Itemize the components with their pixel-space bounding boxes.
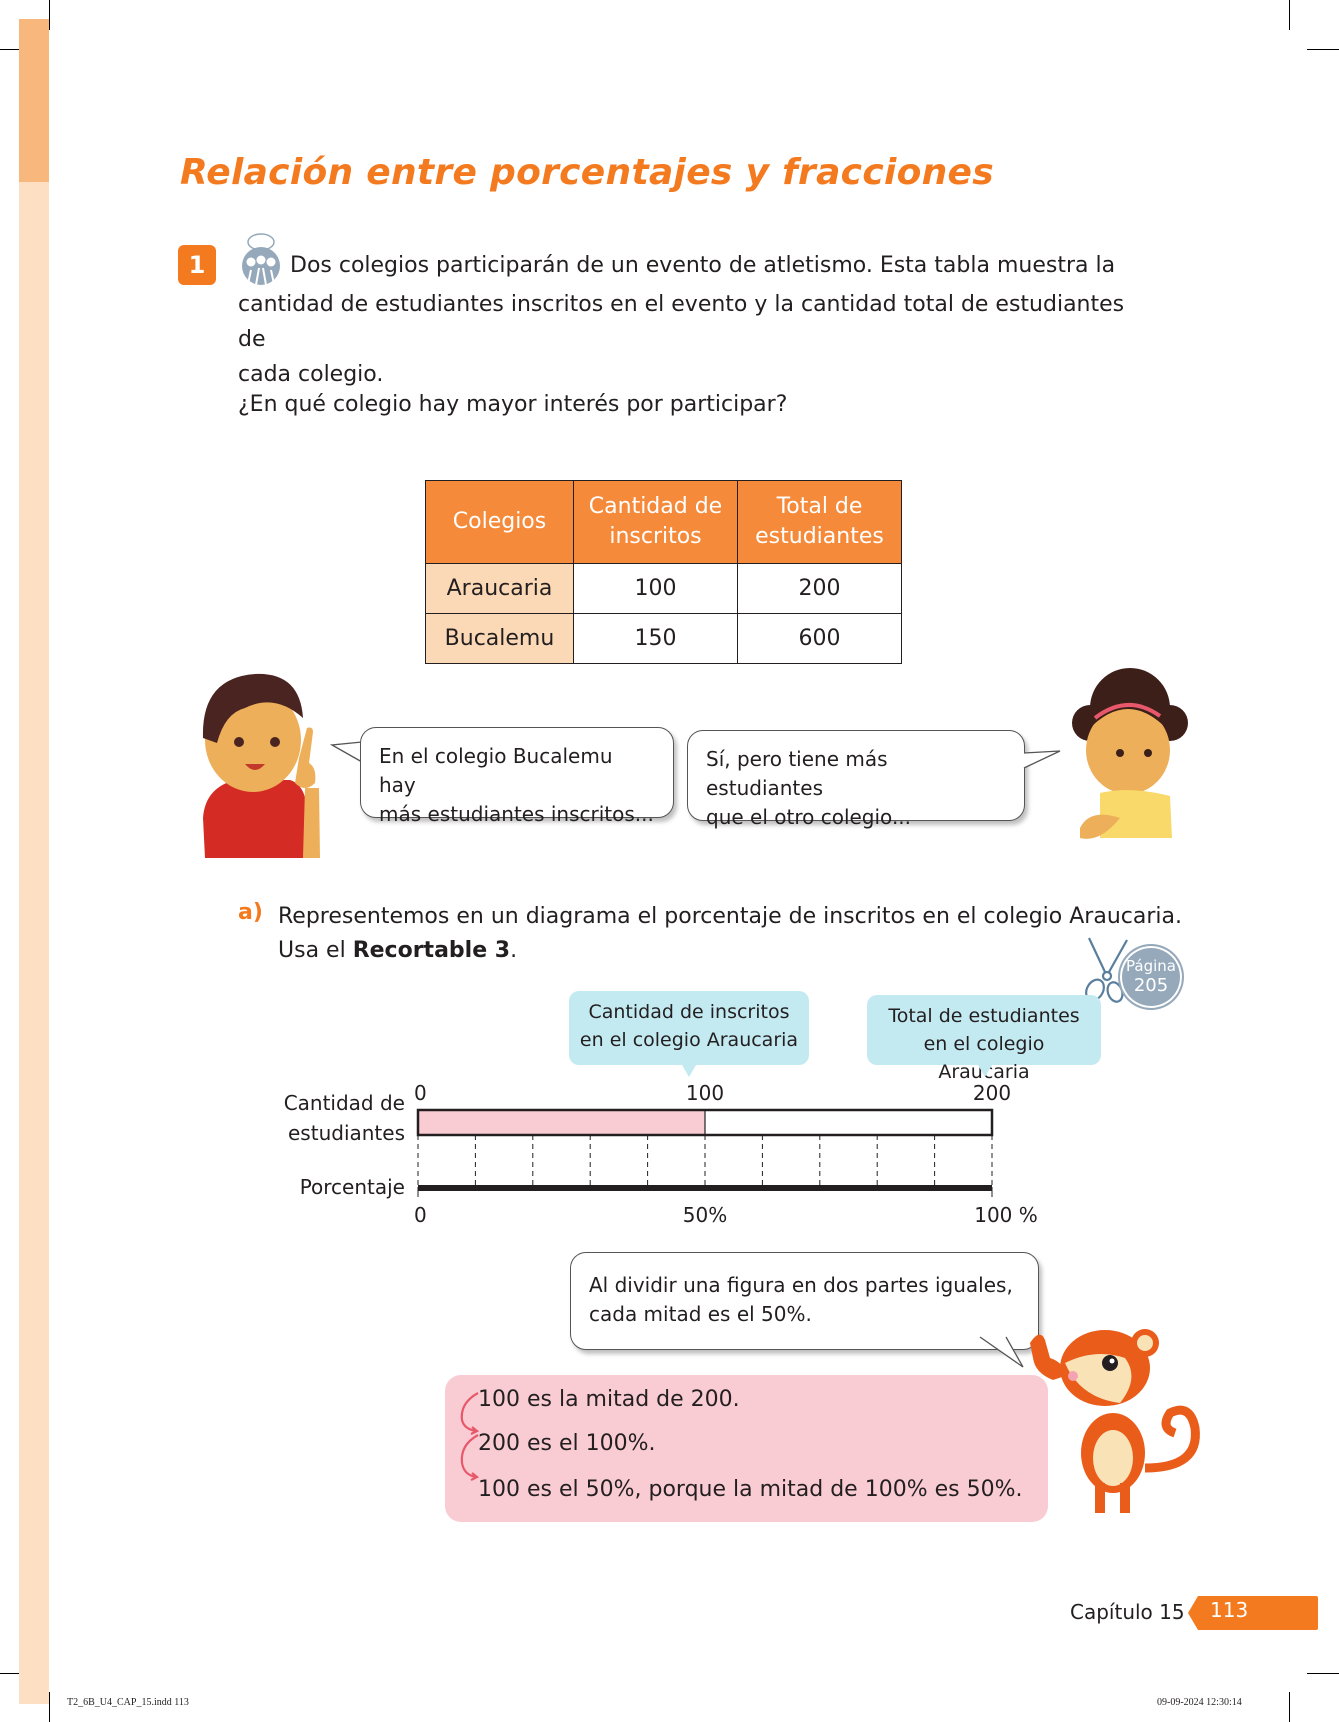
page-number: 113 [1210,1598,1249,1622]
row-label-cantidad-line1: Cantidad de [283,1091,405,1115]
reasoning-line: 100 es el 50%, porque la mitad de 100% es 50%. [478,1477,1023,1502]
cell-colegio: Araucaria [426,564,574,614]
part-a-line2: Usa el Recortable 3. [278,938,518,963]
exercise-intro-line3: cada colegio. [238,362,384,387]
crop-mark [1307,49,1339,50]
part-a-line1: Representemos en un diagrama el porcentaje de inscritos en el colegio Araucaria. [278,904,1182,929]
header-inscritos: Cantidad de inscritos [574,481,738,564]
girl-illustration [1060,668,1190,858]
boy-illustration [195,668,335,858]
part-a-label: a) [238,900,263,925]
boy-speech-line2: más estudiantes inscritos... [379,802,654,826]
girl-speech-line2: que el otro colegio... [706,805,912,829]
reasoning-line: 200 es el 100%. [478,1431,656,1456]
cell-total: 600 [738,614,902,664]
crop-mark [1289,1692,1290,1722]
exercise-question: ¿En qué colegio hay mayor interés por participar? [238,392,788,417]
cutout-page-number: 205 [1133,975,1169,996]
callout-inscritos [569,991,809,1065]
top-tick-label: 200 [972,1081,1012,1105]
cell-inscritos: 100 [574,564,738,614]
callout-total-line2: en el colegio Araucaria [923,1033,1045,1083]
cell-total: 200 [738,564,902,614]
print-slug-date: 09-09-2024 12:30:14 [1157,1697,1242,1708]
side-band [19,182,49,1704]
page-number-tab [1188,1596,1318,1630]
callout-total [867,995,1101,1083]
page-title: Relación entre porcentajes y fracciones [180,152,995,193]
callout-total-line1: Total de estudiantes [888,1005,1080,1027]
monkey-illustration [1025,1318,1210,1513]
cutout-page-label: Página [1126,957,1176,975]
row-label-cantidad [250,1088,405,1148]
monkey-speech-line2: cada mitad es el 50%. [589,1302,812,1326]
monkey-speech-line1: Al dividir una figura en dos partes iguales, [589,1273,1013,1297]
top-tick-label: 100 [685,1081,725,1105]
crop-mark [49,1692,50,1722]
cutout-page-badge[interactable] [1118,944,1184,1010]
reasoning-line: 100 es la mitad de 200. [478,1387,740,1412]
group-work-icon [234,232,290,288]
header-colegios: Colegios [426,481,574,564]
cell-inscritos: 150 [574,614,738,664]
girl-speech-line1: Sí, pero tiene más estudiantes [706,747,888,800]
top-tick-label: 0 [414,1081,427,1105]
speech-tail [978,1335,1028,1370]
callout-inscritos-line1: Cantidad de inscritos [588,1001,790,1023]
row-label-cantidad-line2: estudiantes [288,1121,405,1145]
percent-bar [418,1185,992,1191]
boy-speech-bubble [360,727,674,826]
schools-table [425,480,902,664]
table-row [426,614,902,664]
girl-speech-bubble [687,730,1025,829]
crop-mark [49,0,50,30]
table-row [426,564,902,614]
bottom-tick-label: 100 % [974,1203,1038,1227]
crop-mark [1307,1673,1339,1674]
exercise-intro-line1: Dos colegios participarán de un evento de atletismo. Esta tabla muestra la [290,253,1116,278]
row-label-porcentaje: Porcentaje [299,1175,405,1199]
part-a-text [278,900,1182,968]
table-header-row [426,481,902,564]
tape-diagram [400,1070,1040,1240]
callout-inscritos-line2: en el colegio Araucaria [579,1029,799,1051]
speech-tail [1022,748,1062,773]
bar-filled-portion [418,1110,705,1135]
chapter-label: Capítulo 15 [1070,1600,1185,1624]
bottom-tick-label: 0 [414,1203,427,1227]
boy-speech-line1: En el colegio Bucalemu hay [379,744,613,797]
exercise-intro-rest [238,287,1158,392]
header-total: Total de estudiantes [738,481,902,564]
crop-mark [1289,0,1290,30]
exercise-intro-line2: cantidad de estudiantes inscritos en el evento y la cantidad total de estudiantes de [238,292,1125,352]
monkey-speech-bubble [570,1252,1039,1350]
side-band-accent [19,19,49,184]
exercise-number-badge: 1 [178,245,216,285]
print-slug-file: T2_6B_U4_CAP_15.indd 113 [67,1697,189,1708]
recortable-reference: Recortable 3 [352,938,511,963]
bottom-tick-label: 50% [682,1203,728,1227]
cell-colegio: Bucalemu [426,614,574,664]
